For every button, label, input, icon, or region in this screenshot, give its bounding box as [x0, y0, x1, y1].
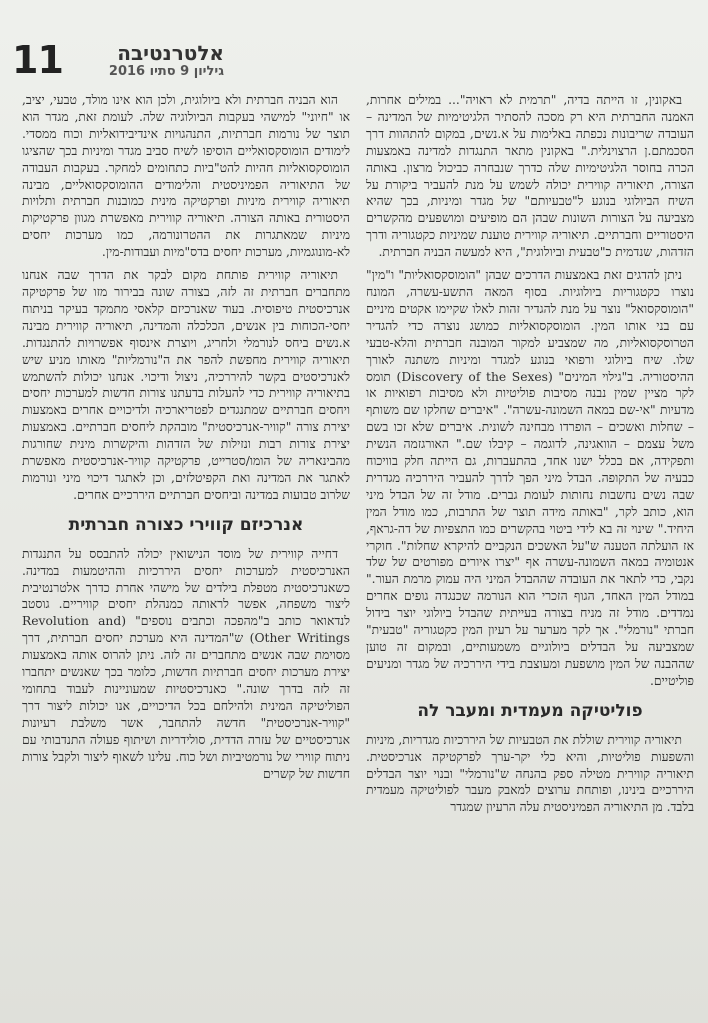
- paragraph: הוא הבניה חברתית ולא ביולוגית, ולכן הוא אינו מולד, טבעי, יציב, או "חיוני" למישהי בעקבות הביולוגיה שלה. לעומת זאת, מגדר הוא תוצר של נורמות חברתיות, התנהגויות אינדיבידואליות וכוח ממסדי. לימודים הומוסקסואליים הוסיפו לשיח סביב מגדר ומיניות בכך שהציגו הומוסקסואליות חהיות להט"ביות כתחומים למחקר. בעקבות העבודה של התיאוריה הפמיניסטית והלימודים ההומוסקסואליים, מבינה תיאוריה קווירית מיניות ופרקטיקה מינית כמובנות חברתית ותלויות היסטורית באותה הצורה. תיאוריה קווירית מאפשרת מגוון פרקטיקות מיניות שמאתגרות את ההטרונורמה, כמו מערכות יחסים לא-מונוגמיות, מערכות יחסים בדס"מיות ועבודות-מין.: [22, 93, 350, 260]
- paragraph: תיאוריה קווירית פותחת מקום לבקר את הדרך שבה אנחנו מתחברים חברתית זה לזה, בצורה שונה בבירור מזו של פרקטיקה אנרכיסטית טיפוסית. בעוד שאנרכיזם קלאסי מתמקד בעיקר בניתוח יחסי-הכוחות בין אנשים, הכלכלה והמדינה, תיאוריה קווירית מבינה א.נשים ביחס לנורמלי ולחריג, ויוצרת אינסוף אפשרויות להתנגדות. תיאוריה קווירית מחפשת להפר את ה"נורמליות" מאותו מניע שיש לאנרכיסטים בקשר להיררכיה, ניצול ודיכוי. אנחנו יכולות להשתמש בתיאוריה קווירית כדי להעלות בדעתנו צורות חדשות למערכות יחסים ויחסים חברתיים שמתנגדים לפטריארכיה ולדיכויים אחרים באמצעות יצירת צורה "קוויר-אנרכיסטית" מובהקת ליחסים חברתיים. באמצעות יצירת צורות רבות ונזילות של הזדהות והיקשרות מינית שחורגות מהבינאריה של הומו/סטרייט, פרקטיקה קוויר-אנרכיסטית מאפשרת לאתגר את המדינה ואת הקפיטלזים, וכן לאתגר דיכוי מיני ונורמות שלרוב טבועות במדינה וביחסים חברתיים היררכיים אחרים.: [22, 268, 350, 502]
- left-column: [22, 92, 350, 1017]
- page-header: [12, 38, 262, 88]
- right-column: [366, 92, 694, 1017]
- section-heading: פוליטיקה מעמדית ומעבר לה: [417, 700, 643, 721]
- paragraph: ניתן להדגים זאת באמצעות הדרכים שבהן "הומוסקסואליות" ו"מין" נוצרו כקטגוריות ביולוגיות. בסוף המאה התשע-עשרה, המונח "הומוסקסואל" נוצר על מנת להגדיר זהות לאלו שקיימו אקטים מיניים עם בני אותו המין. הומוסקסואליות כמושג נוצרה כדי להגדיר הטרוסקסואליות, מה שמצביע למקור המובנה חברתית והלא-טבעי שלו. שיח ביולוגי ורפואי בנוגע למגדר ומיניות משתנה לאורך ההיסטוריה. ב"גילוי המינים" (Discovery of the Sexes) תומס לקר מציין שמין נבנה מסיבות פוליטיות ולא מסיבות רפואיות או מדעיות "אי-שם במאה השמונה-עשרה". "איברים שחלקו שם משותף – שחלות ואשכים – הופרדו מבחינה לשונית. איברים שלא זכו בשם משל עצמם – הוואגינה, לדוגמה – קיבלו שם." האורגזמה הנשית ותפקידה, אם בכלל ישנו אחד, בהתעברות, גם הייתה חלק בוויכוח כבעיה של התקופה. הבדל מיני הפך לדרך להעביר היררכיה מגדרית שבה נשים נחשבות נחותות לעומת גברים. מודל זה של הבדל מיני הוא, כותב לקר, "באותה מידה תוצר של התרבות, כמו מודל המין היחיד." שינוי זה בא לידי ביטוי בהקשרים כמו התצפיות של דה-גראף, אז הועלתה הטענה ש"על האשכים הנקביים להיקרא שחלות". חוקרי אנטומיה במאה השמונה-עשרה אף "יצרו איורים מפורטים של שלד נקבי, כדי לתאר את העובדה שההבדל המיני היה עמוק מרמת העור." במודל המין האחד, הגוף הזכרי הוא הנורמה שכנגדה גופים אחרים נמדדים. מודל זה מניח בצורה בעייתית שהבדל ביולוגי יוצר בידול חברתי "נורמלי". אך לקר מערער על רעיון המין כקטגוריה "טבעית" שמצביעה על הבדלים ביולוגיים משמעותיים, ובמקום זה טוען שההבנה של המין מושפעת ומעוצבת בידי היררכיה של מגדר ומניעים פוליטיים.: [366, 268, 694, 688]
- paragraph: באקונין, זו הייתה בדיה, "תרמית לא ראויה"... במילים אחרות, האמנה החברתית היא רק מסכה להסתיר הלגיטימיות של המדינה – העובדה שריבונות נכפתה באלימות על א.נשים, במקום להתהוות דרך הסכמתם.ן הרצוינלית." באקונין מתאר התנגדות למדינה באמצעות הכרה בחוסר הלגיטימיות שלה כדרך שנבחרה כביכול מרצון. באותה הצורה, תיאוריה קווירית יכולה לשמש על מנת להעביר ביקורת על השיח הביולוגי בנוגע ל"טבעיותם" של מגדר ומיניות, בכך שהיא מצביעה על הצורות השונות שבהן הם מופיעים ומושפעים מהקשרים היסטוריים וחברתיים. תיאוריה קווירית טוענת שמיניות כקטגוריה ודרך הזדהות, שנדמית כ"טבעית וביולוגית", היא למעשה הבניה חברתית.: [366, 93, 694, 260]
- magazine-title: אלטרנטיבה: [117, 41, 224, 65]
- paragraph: תיאוריה קווירית שוללת את הטבעיות של היררכיות מגדריות, מיניות והשפעות פוליטיות, והיא כלי יקר-ערך לפרקטיקה אנרכיסטית. תיאוריה קווירית מטילה ספק בהנחה ש"נורמלי" ובנוי יוצר הבדלים היררכיים בינינו, ופותחת ערוצים למאבק מעבר לפוליטיקה מעמדית בלבד. מן התיאוריה הפמיניסטית עלה הרעיון שמגדר: [366, 732, 694, 815]
- magazine-masthead: [74, 42, 224, 80]
- paragraph: דחייה קווירית של מוסד הנישואין יכולה להתבסס על התנגדות האנרכיסטית למערכות יחסים היררכיות וההיטמעות במדינה. כשאנרכיסטית מטפלת בילדים של מישהי אחרת כדרך אלטרנטיבית ליצור משפחה, אפשר לראותה כמנהלת יחסים קוויריים. גוסטב לנדאואר כותב ב"מהפכה וכתבים נוספים" (Revolution and Other Writings) ש"המדינה היא מערכת יחסים חברתית, דרך מסוימת שבה אנשים מתחברים זה לזה. ניתן להרוס אותה באמצעות יצירת מערכות יחסים חברתיות חדשות, כלומר בכך שאנשים יתחברו זה לזה בדרך שונה." כאנרכיסטיות שמעוניינות לעבוד בתחומי הפוליטיקה המינית ולהילחם בכל הדיכויים, אנו יכולות ליצור דרך "קוויר-אנרכיסטית" חדשה להתחבר, אשר משלבת רעיונות אנרכיסטיים של עזרה הדדית, סולידריות ושיתוף פעולה התנדבותי עם ניתוח קווירי של נורמטיביות ושל כוח. עלינו לשאוף ליצור ולקבל צורות חדשות של קשרים: [22, 546, 350, 781]
- page-number: 11: [12, 38, 63, 82]
- section-heading: אנרכיזם קווירי כצורה חברתית: [68, 514, 304, 535]
- issue-info: גיליון 9 סתיו 2016: [108, 64, 224, 79]
